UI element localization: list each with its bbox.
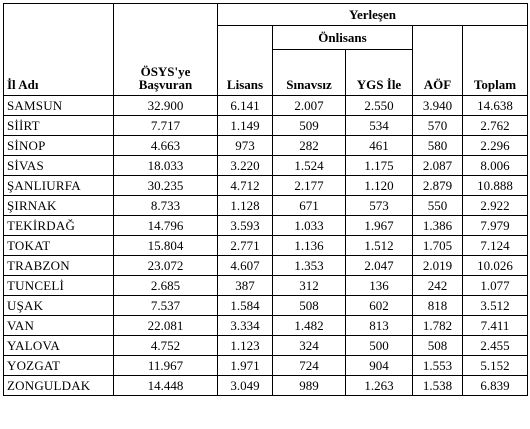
cell-osys-basvuran: 2.685: [114, 276, 218, 296]
cell-osys-basvuran: 7.537: [114, 296, 218, 316]
cell-toplam: 14.638: [463, 96, 528, 116]
cell-aof: 1.538: [413, 376, 463, 396]
cell-aof: 1.782: [413, 316, 463, 336]
table-row: [4, 196, 528, 216]
cell-ygs-ile: 904: [346, 356, 413, 376]
cell-ygs-ile: 461: [346, 136, 413, 156]
cell-osys-basvuran: 4.752: [114, 336, 218, 356]
cell-province-name: TOKAT: [4, 236, 114, 256]
cell-toplam: 10.026: [463, 256, 528, 276]
cell-aof: 1.705: [413, 236, 463, 256]
table-row: [4, 96, 528, 116]
cell-aof: 550: [413, 196, 463, 216]
table-row: [4, 256, 528, 276]
cell-province-name: VAN: [4, 316, 114, 336]
header-il-adi: İl Adı: [4, 4, 114, 96]
cell-sinavsiz: 508: [273, 296, 346, 316]
cell-ygs-ile: 136: [346, 276, 413, 296]
cell-aof: 1.386: [413, 216, 463, 236]
cell-lisans: 3.049: [218, 376, 273, 396]
cell-aof: 508: [413, 336, 463, 356]
cell-lisans: 387: [218, 276, 273, 296]
header-aof: AÖF: [413, 26, 463, 96]
cell-toplam: 10.888: [463, 176, 528, 196]
header-osys-basvuran: ÖSYS'ye Başvuran: [114, 4, 218, 96]
cell-province-name: YOZGAT: [4, 356, 114, 376]
cell-toplam: 3.512: [463, 296, 528, 316]
cell-province-name: SİVAS: [4, 156, 114, 176]
cell-sinavsiz: 1.353: [273, 256, 346, 276]
table-row: [4, 216, 528, 236]
table-row: [4, 116, 528, 136]
header-yerlesen: Yerleşen: [218, 4, 528, 26]
cell-osys-basvuran: 14.448: [114, 376, 218, 396]
cell-osys-basvuran: 14.796: [114, 216, 218, 236]
cell-lisans: 1.123: [218, 336, 273, 356]
cell-province-name: TRABZON: [4, 256, 114, 276]
cell-ygs-ile: 813: [346, 316, 413, 336]
cell-aof: 242: [413, 276, 463, 296]
cell-sinavsiz: 1.524: [273, 156, 346, 176]
cell-osys-basvuran: 32.900: [114, 96, 218, 116]
cell-toplam: 8.006: [463, 156, 528, 176]
cell-province-name: TUNCELİ: [4, 276, 114, 296]
cell-lisans: 6.141: [218, 96, 273, 116]
cell-lisans: 1.971: [218, 356, 273, 376]
header-toplam: Toplam: [463, 26, 528, 96]
cell-ygs-ile: 573: [346, 196, 413, 216]
cell-province-name: YALOVA: [4, 336, 114, 356]
cell-ygs-ile: 1.120: [346, 176, 413, 196]
cell-osys-basvuran: 30.235: [114, 176, 218, 196]
cell-toplam: 7.979: [463, 216, 528, 236]
cell-province-name: UŞAK: [4, 296, 114, 316]
cell-osys-basvuran: 4.663: [114, 136, 218, 156]
cell-sinavsiz: 724: [273, 356, 346, 376]
cell-lisans: 3.593: [218, 216, 273, 236]
cell-lisans: 1.128: [218, 196, 273, 216]
table-row: [4, 176, 528, 196]
cell-ygs-ile: 602: [346, 296, 413, 316]
cell-toplam: 6.839: [463, 376, 528, 396]
table-row: [4, 376, 528, 396]
table-body: [4, 96, 528, 396]
cell-osys-basvuran: 8.733: [114, 196, 218, 216]
cell-province-name: SİNOP: [4, 136, 114, 156]
cell-sinavsiz: 989: [273, 376, 346, 396]
cell-osys-basvuran: 23.072: [114, 256, 218, 276]
cell-ygs-ile: 1.967: [346, 216, 413, 236]
cell-sinavsiz: 2.007: [273, 96, 346, 116]
cell-sinavsiz: 2.177: [273, 176, 346, 196]
cell-aof: 2.087: [413, 156, 463, 176]
table-row: [4, 336, 528, 356]
cell-lisans: 3.220: [218, 156, 273, 176]
cell-osys-basvuran: 15.804: [114, 236, 218, 256]
cell-province-name: SİİRT: [4, 116, 114, 136]
cell-sinavsiz: 1.482: [273, 316, 346, 336]
cell-ygs-ile: 2.550: [346, 96, 413, 116]
cell-toplam: 2.455: [463, 336, 528, 356]
cell-aof: 3.940: [413, 96, 463, 116]
cell-province-name: ŞANLIURFA: [4, 176, 114, 196]
cell-province-name: ŞIRNAK: [4, 196, 114, 216]
cell-sinavsiz: 324: [273, 336, 346, 356]
province-placement-table: [3, 3, 528, 396]
cell-ygs-ile: 1.512: [346, 236, 413, 256]
cell-aof: 2.019: [413, 256, 463, 276]
cell-aof: 818: [413, 296, 463, 316]
cell-ygs-ile: 1.263: [346, 376, 413, 396]
cell-sinavsiz: 1.136: [273, 236, 346, 256]
cell-ygs-ile: 500: [346, 336, 413, 356]
cell-province-name: TEKİRDAĞ: [4, 216, 114, 236]
cell-ygs-ile: 2.047: [346, 256, 413, 276]
header-onlisans: Önlisans: [273, 26, 413, 50]
cell-aof: 2.879: [413, 176, 463, 196]
table-row: [4, 276, 528, 296]
cell-ygs-ile: 534: [346, 116, 413, 136]
header-lisans: Lisans: [218, 26, 273, 96]
cell-lisans: 4.607: [218, 256, 273, 276]
cell-lisans: 1.149: [218, 116, 273, 136]
cell-aof: 580: [413, 136, 463, 156]
cell-osys-basvuran: 18.033: [114, 156, 218, 176]
cell-sinavsiz: 312: [273, 276, 346, 296]
table-row: [4, 356, 528, 376]
cell-sinavsiz: 1.033: [273, 216, 346, 236]
cell-toplam: 7.411: [463, 316, 528, 336]
header-ygs-ile: YGS İle: [346, 50, 413, 96]
cell-aof: 1.553: [413, 356, 463, 376]
cell-toplam: 1.077: [463, 276, 528, 296]
cell-toplam: 2.922: [463, 196, 528, 216]
cell-osys-basvuran: 22.081: [114, 316, 218, 336]
cell-ygs-ile: 1.175: [346, 156, 413, 176]
cell-toplam: 5.152: [463, 356, 528, 376]
cell-sinavsiz: 509: [273, 116, 346, 136]
table-row: [4, 136, 528, 156]
cell-toplam: 2.296: [463, 136, 528, 156]
table-row: [4, 236, 528, 256]
table-row: [4, 156, 528, 176]
cell-osys-basvuran: 7.717: [114, 116, 218, 136]
header-sinavsiz: Sınavsız: [273, 50, 346, 96]
cell-toplam: 7.124: [463, 236, 528, 256]
table-row: [4, 296, 528, 316]
cell-lisans: 3.334: [218, 316, 273, 336]
cell-lisans: 1.584: [218, 296, 273, 316]
cell-province-name: SAMSUN: [4, 96, 114, 116]
cell-toplam: 2.762: [463, 116, 528, 136]
cell-osys-basvuran: 11.967: [114, 356, 218, 376]
cell-lisans: 2.771: [218, 236, 273, 256]
cell-sinavsiz: 282: [273, 136, 346, 156]
cell-province-name: ZONGULDAK: [4, 376, 114, 396]
cell-lisans: 973: [218, 136, 273, 156]
table-row: [4, 316, 528, 336]
cell-aof: 570: [413, 116, 463, 136]
cell-lisans: 4.712: [218, 176, 273, 196]
cell-sinavsiz: 671: [273, 196, 346, 216]
